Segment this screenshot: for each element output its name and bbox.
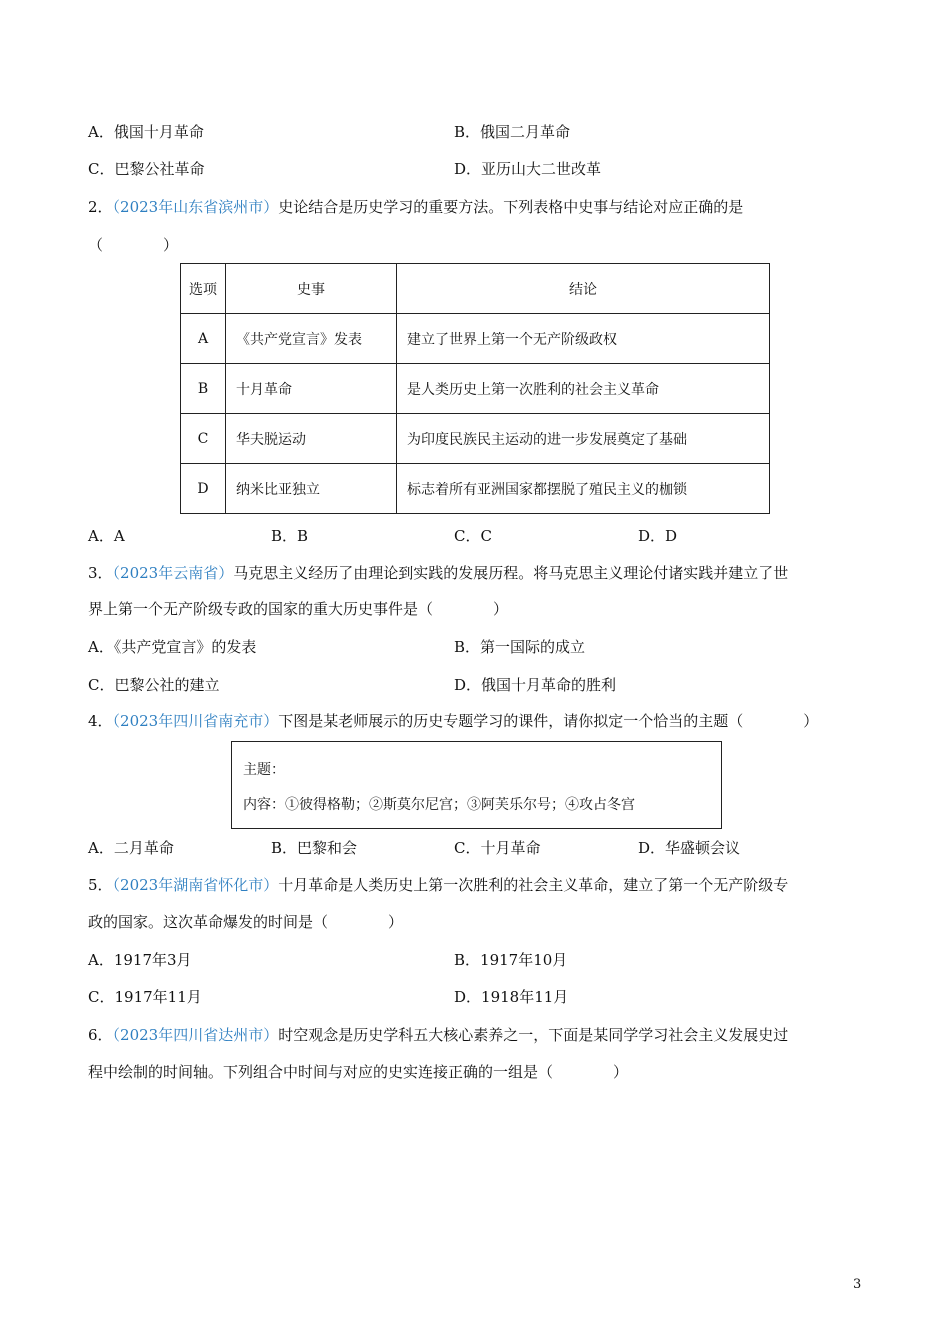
header-cell: 选项 [181,264,226,314]
q5-stem [88,875,788,895]
table-cell: 标志着所有亚洲国家都摆脱了殖民主义的枷锁 [397,464,770,514]
q5-option-d: D．1918年11月 [454,988,569,1006]
q2-stem [88,197,743,217]
q5-number: 5． [88,876,113,894]
q4-option-c: C．十月革命 [454,839,541,857]
q5-option-b: B．1917年10月 [454,951,568,969]
table-cell: C [181,414,226,464]
table-row [181,464,770,514]
table-row [181,364,770,414]
q4-option-d: D．华盛顿会议 [638,839,741,857]
q3-number: 3． [88,564,113,582]
q2-table [180,263,770,514]
q2-option-b: B．B [271,527,309,545]
q4-box-content: 内容：①彼得格勒；②斯莫尔尼宫；③阿芙乐尔号；④攻占冬宫 [243,797,635,813]
q1-option-d: D．亚历山大二世改革 [454,160,602,178]
q1-option-b: B．俄国二月革命 [454,123,571,141]
q1-option-a: A．俄国十月革命 [88,123,204,141]
q4-stem-text: 下图是某老师展示的历史专题学习的课件，请你拟定一个恰当的主题（ ） [278,712,819,730]
q4-option-b: B．巴黎和会 [271,839,358,857]
table-cell: 十月革命 [226,364,397,414]
q1-option-c: C．巴黎公社革命 [88,160,205,178]
table-row [181,314,770,364]
q4-stem [88,711,818,731]
table-cell: 纳米比亚独立 [226,464,397,514]
q5-source: （2023年湖南省怀化市） [112,876,279,894]
table-cell: 为印度民族民主运动的进一步发展奠定了基础 [397,414,770,464]
q3-source: （2023年云南省） [112,564,234,582]
q2-table-header [181,264,770,314]
table-cell: 华夫脱运动 [226,414,397,464]
table-cell: 是人类历史上第一次胜利的社会主义革命 [397,364,770,414]
table-cell: A [181,314,226,364]
table-row [181,414,770,464]
q6-stem [88,1025,788,1045]
header-cell: 史事 [226,264,397,314]
q5-option-a: A．1917年3月 [88,951,192,969]
q6-stem-line2: 程中绘制的时间轴。下列组合中时间与对应的史实连接正确的一组是（ ） [88,1063,629,1081]
q4-box-theme: 主题： [243,762,285,778]
table-cell: 《共产党宣言》发表 [226,314,397,364]
q4-number: 4． [88,712,113,730]
q4-source: （2023年四川省南充市） [112,712,279,730]
q5-stem-line2: 政的国家。这次革命爆发的时间是（ ） [88,913,404,931]
q5-option-c: C．1917年11月 [88,988,202,1006]
q3-stem-line2: 界上第一个无产阶级专政的国家的重大历史事件是（ ） [88,600,509,618]
table-cell: D [181,464,226,514]
q2-option-d: D．D [638,527,678,545]
header-cell: 结论 [397,264,770,314]
q6-stem-text: 时空观念是历史学科五大核心素养之一，下面是某同学学习社会主义发展史过 [278,1026,789,1044]
q3-option-b: B．第一国际的成立 [454,638,586,656]
q2-option-a: A．A [88,527,125,545]
q3-stem-text: 马克思主义经历了由理论到实践的发展历程。将马克思主义理论付诸实践并建立了世 [233,564,789,582]
q2-blank: （ ） [88,236,179,254]
q3-stem [88,563,788,583]
q5-stem-text: 十月革命是人类历史上第一次胜利的社会主义革命，建立了第一个无产阶级专 [278,876,789,894]
q6-source: （2023年四川省达州市） [112,1026,279,1044]
q2-number: 2． [88,198,113,216]
q2-source: （2023年山东省滨州市） [112,198,279,216]
q3-option-d: D．俄国十月革命的胜利 [454,676,617,694]
q2-stem-text: 史论结合是历史学习的重要方法。下列表格中史事与结论对应正确的是 [278,198,744,216]
q4-courseware-box [231,741,722,829]
q3-option-c: C．巴黎公社的建立 [88,676,220,694]
q2-option-c: C．C [454,527,492,545]
q6-number: 6． [88,1026,113,1044]
q4-option-a: A．二月革命 [88,839,174,857]
table-cell: B [181,364,226,414]
page-number: 3 [853,1277,862,1292]
table-cell: 建立了世界上第一个无产阶级政权 [397,314,770,364]
q3-option-a: A．《共产党宣言》的发表 [88,638,257,656]
